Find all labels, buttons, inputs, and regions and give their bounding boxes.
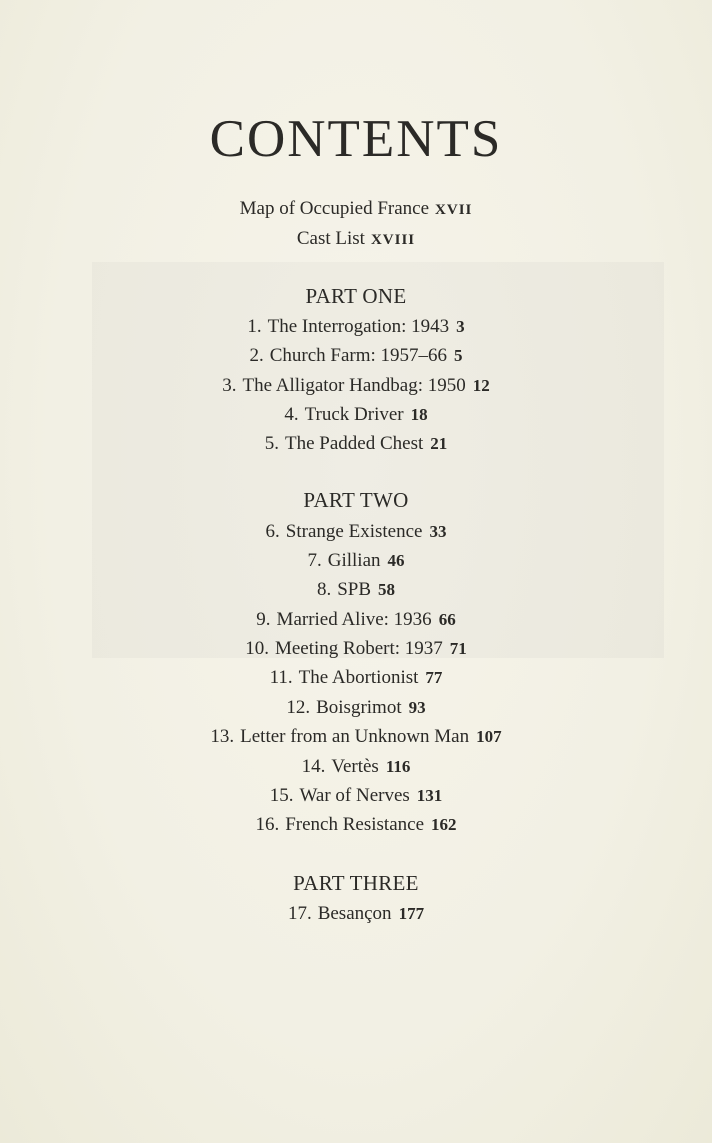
chapter-item <box>0 402 712 428</box>
part-heading: PART TWO <box>303 488 409 512</box>
chapter-number: 10. <box>245 638 269 659</box>
chapter-title: French Resistance <box>285 814 424 835</box>
chapter-title: The Interrogation: 1943 <box>267 316 450 337</box>
chapter-page: 71 <box>449 639 467 658</box>
chapter-item <box>0 373 712 399</box>
chapter-number: 7. <box>307 550 322 571</box>
chapter-page: 116 <box>385 757 411 776</box>
chapter-number: 2. <box>249 345 264 366</box>
chapter-item <box>0 754 712 780</box>
chapter-number: 15. <box>269 785 294 806</box>
front-matter-page: XVIII <box>370 232 416 248</box>
chapter-title: Gillian <box>327 550 381 571</box>
chapter-page: 107 <box>476 727 502 746</box>
chapter-page: 66 <box>438 610 456 629</box>
chapter-title: The Alligator Handbag: 1950 <box>242 375 466 396</box>
chapter-title: Truck Driver <box>304 404 404 425</box>
chapter-page: 3 <box>456 317 465 336</box>
chapter-title: Meeting Robert: 1937 <box>274 638 443 659</box>
chapter-item <box>0 314 712 340</box>
chapter-number: 3. <box>222 375 237 396</box>
chapter-item <box>0 577 712 603</box>
chapter-page: 33 <box>429 522 447 541</box>
chapter-item <box>0 695 712 721</box>
chapter-title: Vertès <box>331 756 379 777</box>
front-matter-item-map <box>0 196 712 223</box>
chapter-page: 131 <box>416 786 443 805</box>
chapter-item <box>0 665 712 691</box>
chapter-page: 93 <box>408 698 426 717</box>
chapter-number: 6. <box>265 521 280 542</box>
chapter-number: 17. <box>287 903 312 924</box>
chapter-page: 12 <box>472 376 490 395</box>
chapter-title: Strange Existence <box>285 521 423 542</box>
chapter-page: 5 <box>454 346 463 365</box>
chapter-title: Besançon <box>317 903 392 924</box>
chapter-title: The Padded Chest <box>284 433 424 454</box>
chapter-page: 162 <box>431 815 457 834</box>
front-matter-label: Map of Occupied France <box>239 198 430 219</box>
chapter-title: Boisgrimot <box>316 697 402 718</box>
chapter-number: 4. <box>284 404 299 425</box>
chapter-item <box>0 901 712 927</box>
chapter-title: War of Nerves <box>299 785 410 806</box>
chapter-number: 5. <box>264 433 279 454</box>
chapter-page: 46 <box>387 551 405 570</box>
part-heading: PART THREE <box>293 871 419 895</box>
chapter-item <box>0 783 712 809</box>
chapter-title: Married Alive: 1936 <box>276 609 432 630</box>
front-matter-item-cast-list <box>0 226 712 253</box>
chapter-item <box>0 812 712 838</box>
front-matter-page: XVII <box>435 202 473 218</box>
chapter-number: 16. <box>255 814 280 835</box>
chapter-item <box>0 431 712 457</box>
chapter-item <box>0 607 712 633</box>
chapter-page: 58 <box>378 580 396 599</box>
chapter-page: 21 <box>430 434 448 453</box>
front-matter-label: Cast List <box>296 228 365 249</box>
chapter-number: 14. <box>301 756 326 777</box>
chapter-title: Letter from an Unknown Man <box>240 726 470 747</box>
chapter-number: 9. <box>256 609 271 630</box>
part-heading: PART ONE <box>305 284 407 308</box>
chapter-item <box>0 343 712 369</box>
chapter-number: 1. <box>247 316 262 337</box>
chapter-item <box>0 519 712 545</box>
chapter-title: The Abortionist <box>298 667 419 688</box>
chapter-number: 11. <box>269 667 293 688</box>
chapter-number: 8. <box>316 579 332 600</box>
chapter-item <box>0 724 712 750</box>
chapter-number: 13. <box>210 726 235 747</box>
chapter-page: 18 <box>410 405 428 424</box>
chapter-item <box>0 636 712 662</box>
page-title: CONTENTS <box>209 110 503 168</box>
chapter-page: 77 <box>425 668 443 687</box>
chapter-page: 177 <box>398 904 425 923</box>
chapter-title: SPB <box>337 579 372 600</box>
chapter-item <box>0 548 712 574</box>
chapter-title: Church Farm: 1957–66 <box>269 345 448 366</box>
chapter-number: 12. <box>286 697 311 718</box>
